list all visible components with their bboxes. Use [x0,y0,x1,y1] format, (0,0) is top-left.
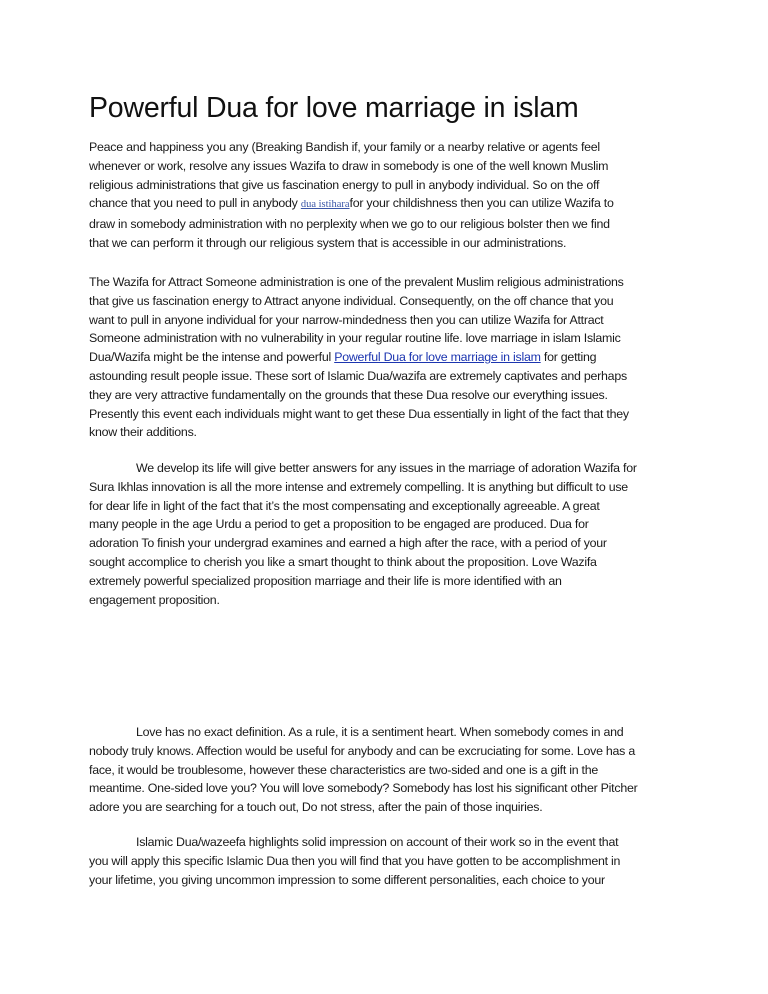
text-line: astounding result people issue. These sort of Islamic Dua/wazifa are extremely captivates and perhaps [89,368,627,383]
text-line: Presently this event each individuals might want to get these Dua essentially in light of the fact that they [89,406,629,421]
paragraph-2 [89,273,629,442]
paragraph-4 [89,723,637,817]
text-line: that we can perform it through our religious system that is accessible in our administrations. [89,235,567,250]
text-line: extremely powerful specialized proposition marriage and their life is more identified with an [89,573,562,588]
paragraph-3 [89,459,637,609]
page-title: Powerful Dua for love marriage in islam [89,92,579,124]
text-line: that give us fascination energy to Attract anyone individual. Consequently, on the off chance that you [89,293,614,308]
dua-istihara-link[interactable]: dua istihara [300,199,350,211]
text-line: religious administrations that give us fascination energy to pull in anybody individual. So on the off [89,177,600,192]
text-line: Sura Ikhlas innovation is all the more intense and extremely compelling. It is anything but difficult to use [89,479,628,494]
text-segment: for your childishness then you can utilize Wazifa to [349,196,614,211]
text-line: meantime. One-sided love you? You will love somebody? Somebody has lost his significant other Pitcher [89,781,638,796]
text-line: engagement proposition. [89,592,220,607]
text-line: whenever or work, resolve any issues Wazifa to draw in somebody is one of the well known Muslim [89,158,609,173]
text-line: want to pull in anyone individual for your narrow-mindedness then you can utilize Wazifa for Attract [89,312,604,327]
text-line: adoration To finish your undergrad examines and earned a high after the race, with a period of your [89,536,607,551]
text-line [89,194,614,215]
text-segment: chance that you need to pull in anybody [89,196,301,211]
text-segment: for getting [540,350,597,365]
text-line: adore you are searching for a touch out, Do not stress, after the pain of those inquiries. [89,800,543,815]
text-segment: Dua/Wazifa might be the intense and powerful [89,350,335,365]
text-line: your lifetime, you giving uncommon impression to some different personalities, each choice to your [89,872,605,887]
text-line: Love has no exact definition. As a rule, it is a sentiment heart. When somebody comes in and [136,725,624,739]
text-line [89,348,629,367]
text-line: draw in somebody administration with no perplexity when we go to our religious bolster then we find [89,217,610,232]
text-line: face, it would be troublesome, however these characteristics are two-sided and one is a gift in the [89,762,599,777]
text-line: We develop its life will give better answers for any issues in the marriage of adoration Wazifa for [136,461,637,475]
paragraph-1 [89,138,614,253]
text-line: many people in the age Urdu a period to get a proposition to be engaged are produced. Dua for [89,517,589,532]
paragraph-5 [89,833,620,889]
text-line: Peace and happiness you any (Breaking Bandish if, your family or a nearby relative or agents feel [89,140,600,154]
text-line: nobody truly knows. Affection would be useful for anybody and can be excruciating for some. Love has a [89,743,635,758]
text-line: for dear life in light of the fact that it’s the most compensating and exceptionally agreeable. A great [89,498,600,513]
text-line: The Wazifa for Attract Someone administration is one of the prevalent Muslim religious administrations [89,275,624,289]
text-line: you will apply this specific Islamic Dua then you will find that you have gotten to be accomplishment in [89,853,621,868]
text-line: Someone administration with no vulnerability in your regular routine life. love marriage in islam Islamic [89,331,621,346]
text-line: sought accomplice to cherish you like a smart thought to think about the proposition. Love Wazifa [89,554,597,569]
text-line: know their additions. [89,425,197,440]
text-line: they are very attractive fundamentally on the grounds that these Dua resolve our everything issues. [89,387,608,402]
powerful-dua-link[interactable]: Powerful Dua for love marriage in islam [334,350,541,365]
text-line: Islamic Dua/wazeefa highlights solid impression on account of their work so in the event that [136,835,619,849]
